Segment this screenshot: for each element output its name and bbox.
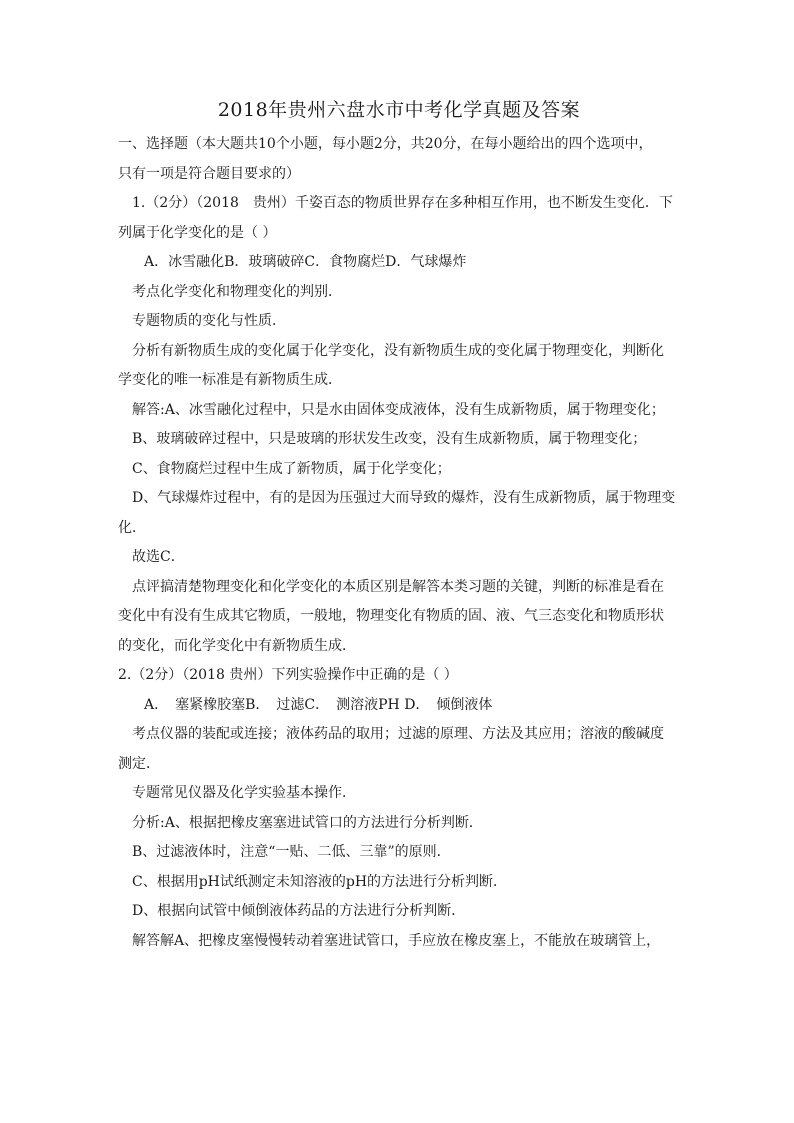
text-line: D、气球爆炸过程中，有的是因为压强过大而导致的爆炸，没有生成新物质，属于物理变: [132, 490, 676, 506]
text-line: 只有一项是符合题目要求的）: [118, 165, 300, 182]
text-line: B、过滤液体时，注意“一贴、二低、三靠”的原则．: [132, 844, 451, 860]
text-line: 分析:A、根据把橡皮塞塞进试管口的方法进行分析判断．: [132, 814, 483, 831]
text-line: 变化中有没有生成其它物质，一般地，物理变化有物质的固、液、气三态变化和物质形状: [118, 608, 664, 624]
text-line: 测定．: [118, 755, 160, 772]
text-line: 1.（2分）（2018 贵州）千姿百态的物质世界存在多种相互作用，也不断发生变化．下: [132, 195, 673, 211]
text-line: 解答解A、把橡皮塞慢慢转动着塞进试管口，手应放在橡皮塞上，不能放在玻璃管上，: [132, 932, 661, 949]
document-body: [118, 130, 680, 956]
text-line: 2.（2分）（2018 贵州）下列实验操作中正确的是（ ）: [118, 667, 458, 683]
text-line: B、玻璃破碎过程中，只是玻璃的形状发生改变，没有生成新物质，属于物理变化；: [132, 431, 647, 447]
text-line: 的变化，而化学变化中有新物质生成．: [118, 637, 356, 654]
text-line: 考点化学变化和物理变化的判别．: [132, 283, 342, 300]
text-line: 化．: [118, 519, 146, 536]
text-line: A． 塞紧橡胶塞B． 过滤C． 测溶液PH D． 倾倒液体: [144, 696, 493, 713]
text-line: 故选C．: [132, 549, 185, 565]
text-line: C、食物腐烂过程中生成了新物质，属于化学变化；: [132, 460, 451, 477]
text-line: 一、选择题（本大题共10个小题，每小题2分，共20分，在每小题给出的四个选项中，: [118, 136, 653, 152]
text-line: A．冰雪融化B．玻璃破碎C．食物腐烂D．气球爆炸: [144, 254, 467, 270]
text-line: 列属于化学变化的是（ ）: [118, 224, 277, 241]
text-line: 点评搞清楚物理变化和化学变化的本质区别是解答本类习题的关键，判断的标准是看在: [132, 578, 664, 595]
text-line: 解答:A、冰雪融化过程中，只是水由固体变成液体，没有生成新物质，属于物理变化；: [132, 401, 665, 418]
document-title: 2018年贵州六盘水市中考化学真题及答案: [217, 99, 581, 121]
text-line: 专题物质的变化与性质．: [132, 313, 286, 329]
text-line: C、根据用pH试纸测定未知溶液的pH的方法进行分析判断．: [132, 873, 508, 890]
text-line: 专题常见仪器及化学实验基本操作．: [132, 785, 356, 801]
text-line: D、根据向试管中倾倒液体药品的方法进行分析判断．: [132, 903, 466, 919]
text-line: 考点仪器的装配或连接；液体药品的取用；过滤的原理、方法及其应用；溶液的酸碱度: [132, 726, 664, 742]
text-line: 学变化的唯一标准是有新物质生成．: [118, 372, 342, 388]
text-line: 分析有新物质生成的变化属于化学变化，没有新物质生成的变化属于物理变化，判断化: [132, 342, 664, 359]
